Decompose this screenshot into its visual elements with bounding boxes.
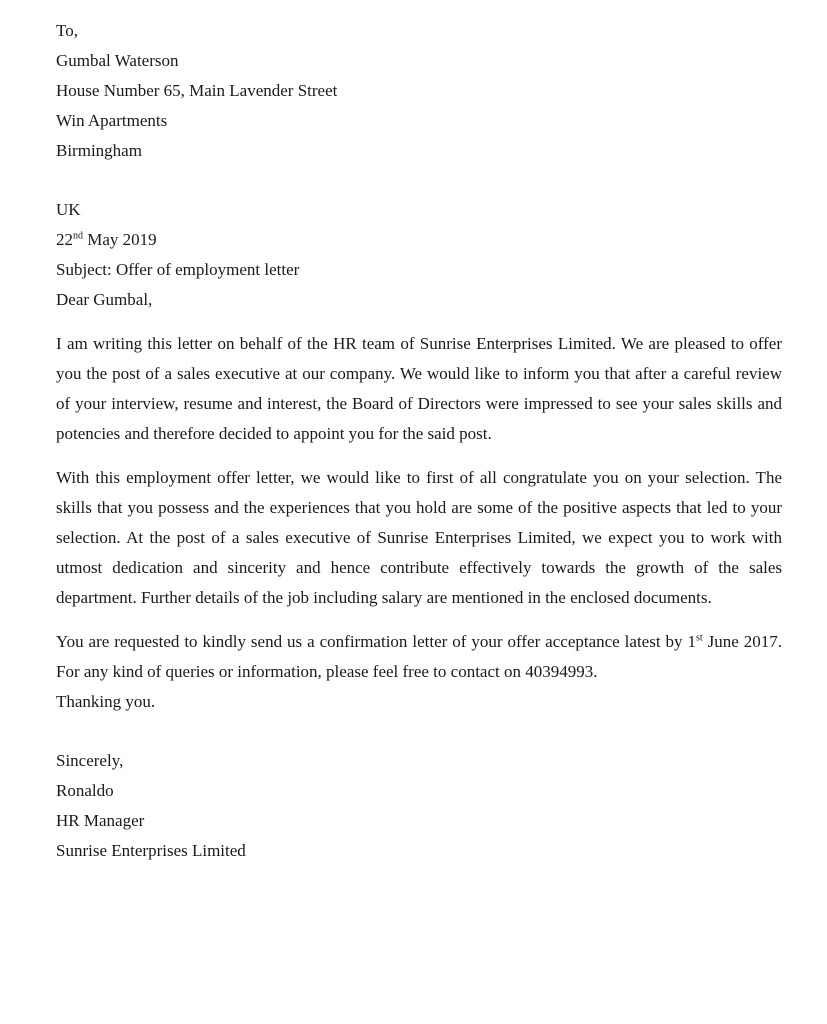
letter-subject: Subject: Offer of employment letter <box>56 260 300 279</box>
recipient-name: Gumbal Waterson <box>56 51 179 70</box>
letter-date: 22nd May 2019 <box>56 230 157 249</box>
recipient-country: UK <box>56 200 81 219</box>
sender-company: Sunrise Enterprises Limited <box>56 841 246 860</box>
recipient-city: Birmingham <box>56 141 142 160</box>
body-paragraph-1: I am writing this letter on behalf of the HR team of Sunrise Enterprises Limited. We are pleased to offer you the post of a sales executive at our company. We would like to inform you that after a careful review of your interview, resume and interest, the Board of Directors were impressed to see your sales skills and potencies and therefore decided to appoint you for the said post. <box>56 334 782 443</box>
sender-name: Ronaldo <box>56 781 114 800</box>
recipient-address-line2: Win Apartments <box>56 111 168 130</box>
closing-line: Sincerely, <box>56 751 124 770</box>
recipient-address-line1: House Number 65, Main Lavender Street <box>56 81 338 100</box>
letter-page <box>56 16 782 866</box>
thanks-line: Thanking you. <box>56 692 156 711</box>
body-paragraph-3: You are requested to kindly send us a confirmation letter of your offer acceptance latest by 1st June 2017. For any kind of queries or information, please feel free to contact on 40394993. <box>56 632 782 681</box>
to-label: To, <box>56 21 78 40</box>
body-paragraph-2: With this employment offer letter, we would like to first of all congratulate you on your selection. The skills that you possess and the experiences that you hold are some of the positive aspects that led to your selection. At the post of a sales executive of Sunrise Enterprises Limited, we expect you to work with utmost dedication and sincerity and hence contribute effectively towards the growth of the sales department. Further details of the job including salary are mentioned in the enclosed documents. <box>56 468 782 607</box>
sender-title: HR Manager <box>56 811 145 830</box>
letter-greeting: Dear Gumbal, <box>56 290 153 309</box>
